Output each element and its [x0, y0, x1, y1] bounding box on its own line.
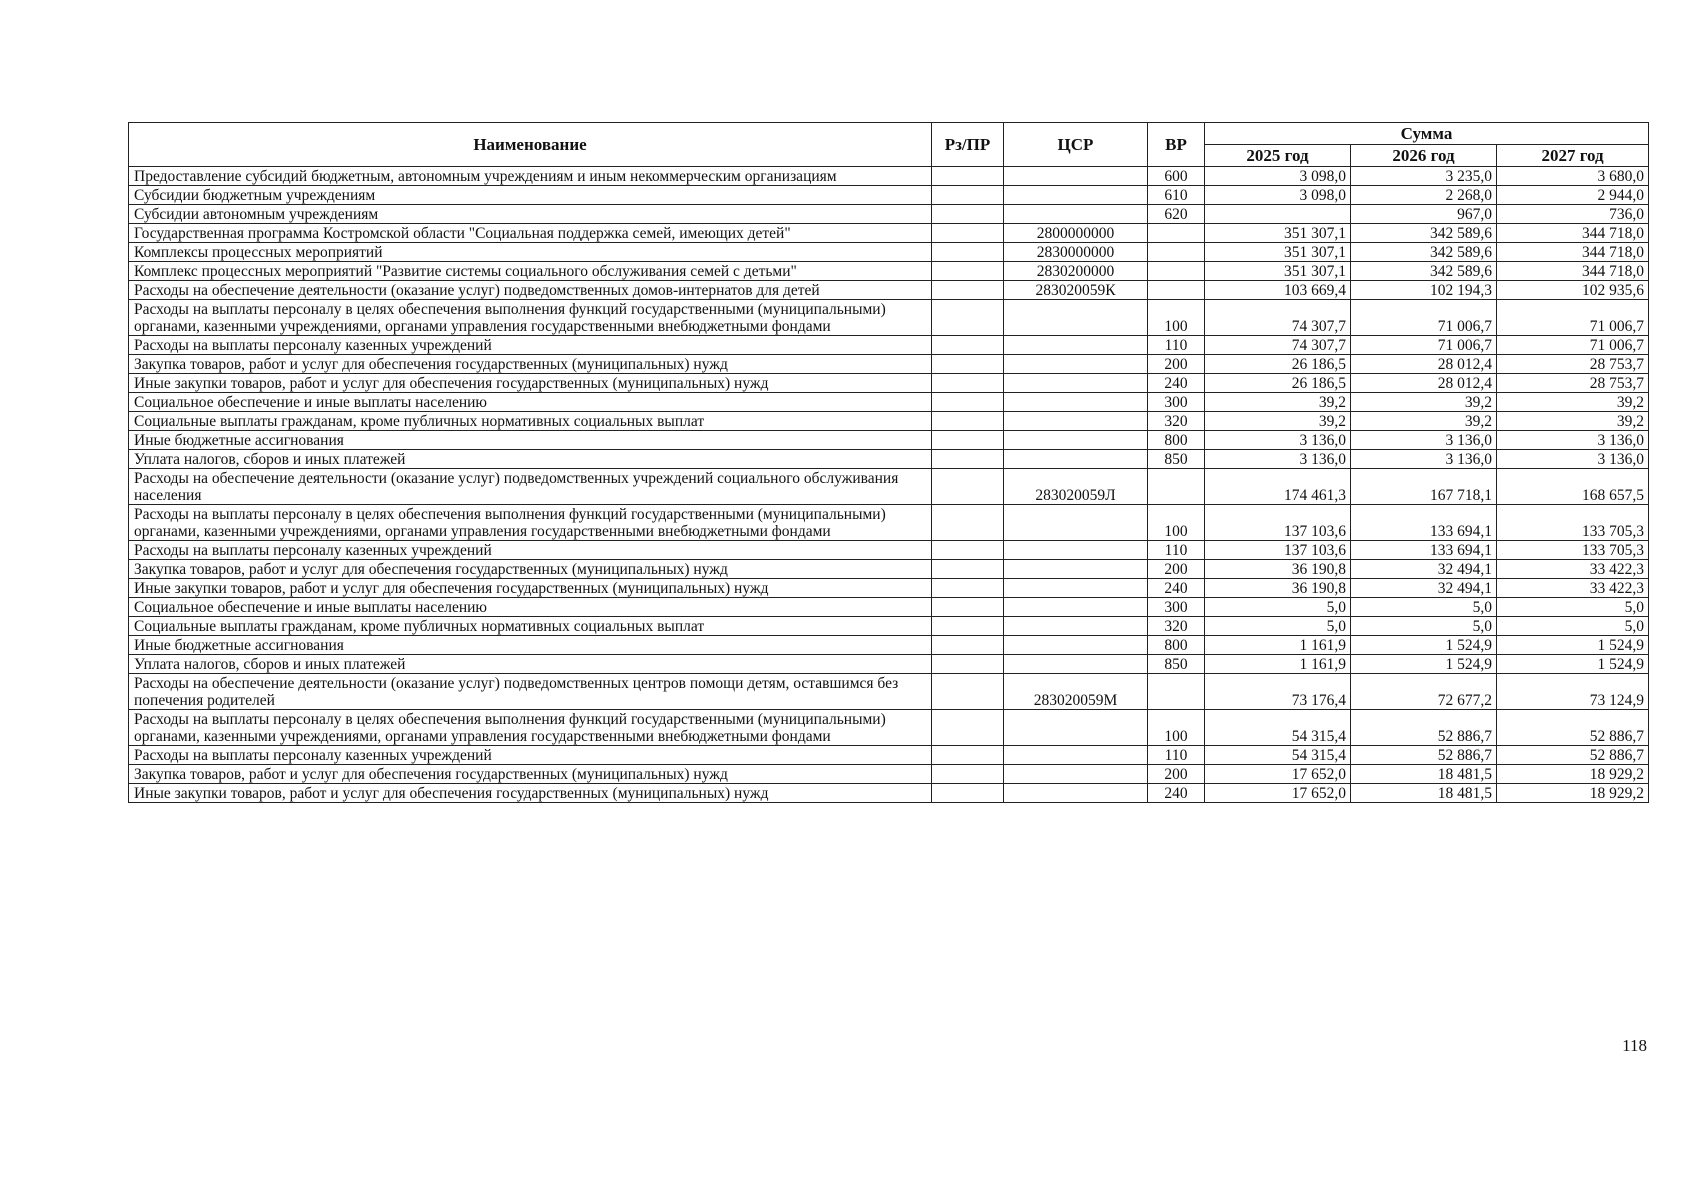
table-row — [129, 374, 1649, 393]
cell-csr — [1004, 710, 1148, 746]
cell-2025: 3 136,0 — [1205, 431, 1351, 450]
cell-name: Иные закупки товаров, работ и услуг для обеспечения государственных (муниципальных) нужд — [129, 374, 932, 393]
cell-rzpr — [932, 262, 1004, 281]
header-row-1 — [129, 123, 1649, 145]
cell-csr — [1004, 431, 1148, 450]
cell-csr: 2830000000 — [1004, 243, 1148, 262]
cell-2027: 102 935,6 — [1497, 281, 1649, 300]
cell-vr: 850 — [1148, 450, 1205, 469]
cell-vr — [1148, 262, 1205, 281]
table-row — [129, 224, 1649, 243]
cell-csr: 283020059М — [1004, 674, 1148, 710]
cell-csr — [1004, 205, 1148, 224]
cell-2026: 2 268,0 — [1351, 186, 1497, 205]
table-row — [129, 412, 1649, 431]
cell-2027: 71 006,7 — [1497, 336, 1649, 355]
cell-2025: 3 136,0 — [1205, 450, 1351, 469]
cell-2026: 1 524,9 — [1351, 655, 1497, 674]
cell-name: Расходы на выплаты персоналу в целях обеспечения выполнения функций государственными (муниципальными) органами, казенными учреждениями, органами управления государственными внебюджетными фондами — [129, 505, 932, 541]
table-row — [129, 281, 1649, 300]
cell-rzpr — [932, 765, 1004, 784]
table-row — [129, 636, 1649, 655]
cell-csr — [1004, 450, 1148, 469]
cell-rzpr — [932, 636, 1004, 655]
table-row — [129, 674, 1649, 710]
header-vr: ВР — [1148, 123, 1205, 167]
cell-rzpr — [932, 355, 1004, 374]
cell-name: Закупка товаров, работ и услуг для обеспечения государственных (муниципальных) нужд — [129, 355, 932, 374]
cell-vr: 100 — [1148, 300, 1205, 336]
cell-vr: 610 — [1148, 186, 1205, 205]
cell-2025: 3 098,0 — [1205, 167, 1351, 186]
table-row — [129, 262, 1649, 281]
cell-2026: 71 006,7 — [1351, 336, 1497, 355]
cell-2027: 71 006,7 — [1497, 300, 1649, 336]
cell-2027: 3 136,0 — [1497, 431, 1649, 450]
table-row — [129, 710, 1649, 746]
page-number: 118 — [1622, 1036, 1647, 1055]
cell-rzpr — [932, 374, 1004, 393]
cell-2025: 74 307,7 — [1205, 300, 1351, 336]
cell-2026: 3 136,0 — [1351, 450, 1497, 469]
cell-name: Расходы на выплаты персоналу в целях обеспечения выполнения функций государственными (муниципальными) органами, казенными учреждениями, органами управления государственными внебюджетными фондами — [129, 710, 932, 746]
cell-name: Расходы на выплаты персоналу казенных учреждений — [129, 541, 932, 560]
cell-vr: 100 — [1148, 505, 1205, 541]
cell-vr — [1148, 469, 1205, 505]
cell-rzpr — [932, 674, 1004, 710]
cell-2026: 32 494,1 — [1351, 560, 1497, 579]
cell-csr — [1004, 541, 1148, 560]
cell-vr — [1148, 281, 1205, 300]
cell-2025: 36 190,8 — [1205, 560, 1351, 579]
cell-2025 — [1205, 205, 1351, 224]
cell-csr — [1004, 579, 1148, 598]
table-row — [129, 205, 1649, 224]
cell-2027: 344 718,0 — [1497, 224, 1649, 243]
cell-vr: 300 — [1148, 393, 1205, 412]
cell-2026: 102 194,3 — [1351, 281, 1497, 300]
cell-2025: 174 461,3 — [1205, 469, 1351, 505]
cell-rzpr — [932, 281, 1004, 300]
cell-name: Субсидии автономным учреждениям — [129, 205, 932, 224]
cell-name: Расходы на обеспечение деятельности (оказание услуг) подведомственных домов-интернатов для детей — [129, 281, 932, 300]
cell-2025: 74 307,7 — [1205, 336, 1351, 355]
cell-2026: 18 481,5 — [1351, 765, 1497, 784]
cell-2026: 71 006,7 — [1351, 300, 1497, 336]
cell-2027: 1 524,9 — [1497, 636, 1649, 655]
cell-vr: 110 — [1148, 541, 1205, 560]
cell-2027: 344 718,0 — [1497, 262, 1649, 281]
cell-2027: 2 944,0 — [1497, 186, 1649, 205]
cell-rzpr — [932, 579, 1004, 598]
cell-2026: 18 481,5 — [1351, 784, 1497, 803]
cell-2025: 1 161,9 — [1205, 655, 1351, 674]
cell-name: Иные бюджетные ассигнования — [129, 431, 932, 450]
table-row — [129, 505, 1649, 541]
table-row — [129, 393, 1649, 412]
cell-2025: 39,2 — [1205, 393, 1351, 412]
cell-2025: 17 652,0 — [1205, 765, 1351, 784]
cell-vr: 200 — [1148, 355, 1205, 374]
cell-name: Социальное обеспечение и иные выплаты населению — [129, 598, 932, 617]
cell-rzpr — [932, 224, 1004, 243]
cell-vr: 620 — [1148, 205, 1205, 224]
cell-vr: 240 — [1148, 579, 1205, 598]
cell-rzpr — [932, 336, 1004, 355]
cell-csr — [1004, 412, 1148, 431]
cell-2027: 39,2 — [1497, 412, 1649, 431]
cell-csr — [1004, 765, 1148, 784]
header-rzpr: Рз/ПР — [932, 123, 1004, 167]
cell-rzpr — [932, 205, 1004, 224]
cell-rzpr — [932, 243, 1004, 262]
cell-2025: 36 190,8 — [1205, 579, 1351, 598]
header-year-2025: 2025 год — [1205, 145, 1351, 167]
cell-2025: 17 652,0 — [1205, 784, 1351, 803]
cell-rzpr — [932, 541, 1004, 560]
cell-csr — [1004, 617, 1148, 636]
cell-rzpr — [932, 167, 1004, 186]
cell-2026: 72 677,2 — [1351, 674, 1497, 710]
cell-2026: 133 694,1 — [1351, 541, 1497, 560]
cell-name: Субсидии бюджетным учреждениям — [129, 186, 932, 205]
cell-name: Иные закупки товаров, работ и услуг для обеспечения государственных (муниципальных) нужд — [129, 579, 932, 598]
cell-csr: 283020059К — [1004, 281, 1148, 300]
cell-vr: 850 — [1148, 655, 1205, 674]
cell-name: Социальные выплаты гражданам, кроме публичных нормативных социальных выплат — [129, 617, 932, 636]
header-year-2026: 2026 год — [1351, 145, 1497, 167]
cell-2027: 18 929,2 — [1497, 765, 1649, 784]
cell-rzpr — [932, 746, 1004, 765]
cell-name: Предоставление субсидий бюджетным, автономным учреждениям и иным некоммерческим организациям — [129, 167, 932, 186]
cell-rzpr — [932, 784, 1004, 803]
cell-rzpr — [932, 560, 1004, 579]
table-row — [129, 186, 1649, 205]
cell-csr — [1004, 167, 1148, 186]
cell-vr: 800 — [1148, 431, 1205, 450]
header-csr: ЦСР — [1004, 123, 1148, 167]
cell-2025: 351 307,1 — [1205, 224, 1351, 243]
cell-2027: 3 680,0 — [1497, 167, 1649, 186]
cell-2027: 18 929,2 — [1497, 784, 1649, 803]
cell-rzpr — [932, 505, 1004, 541]
cell-csr — [1004, 784, 1148, 803]
cell-rzpr — [932, 655, 1004, 674]
cell-name: Социальные выплаты гражданам, кроме публичных нормативных социальных выплат — [129, 412, 932, 431]
cell-2026: 342 589,6 — [1351, 243, 1497, 262]
cell-2025: 137 103,6 — [1205, 541, 1351, 560]
cell-csr — [1004, 746, 1148, 765]
cell-name: Уплата налогов, сборов и иных платежей — [129, 655, 932, 674]
table-row — [129, 469, 1649, 505]
cell-2026: 342 589,6 — [1351, 224, 1497, 243]
budget-table — [128, 122, 1649, 803]
cell-2026: 32 494,1 — [1351, 579, 1497, 598]
cell-rzpr — [932, 469, 1004, 505]
cell-vr: 200 — [1148, 560, 1205, 579]
cell-name: Закупка товаров, работ и услуг для обеспечения государственных (муниципальных) нужд — [129, 765, 932, 784]
table-row — [129, 655, 1649, 674]
cell-2027: 736,0 — [1497, 205, 1649, 224]
cell-2027: 5,0 — [1497, 598, 1649, 617]
table-row — [129, 450, 1649, 469]
cell-name: Социальное обеспечение и иные выплаты населению — [129, 393, 932, 412]
cell-2026: 167 718,1 — [1351, 469, 1497, 505]
cell-2027: 5,0 — [1497, 617, 1649, 636]
cell-2026: 28 012,4 — [1351, 374, 1497, 393]
cell-rzpr — [932, 431, 1004, 450]
table-row — [129, 598, 1649, 617]
cell-2025: 137 103,6 — [1205, 505, 1351, 541]
cell-rzpr — [932, 412, 1004, 431]
cell-2027: 1 524,9 — [1497, 655, 1649, 674]
cell-rzpr — [932, 598, 1004, 617]
table-row — [129, 355, 1649, 374]
cell-2027: 344 718,0 — [1497, 243, 1649, 262]
cell-2027: 33 422,3 — [1497, 560, 1649, 579]
cell-name: Иные закупки товаров, работ и услуг для обеспечения государственных (муниципальных) нужд — [129, 784, 932, 803]
cell-name: Государственная программа Костромской области "Социальная поддержка семей, имеющих детей" — [129, 224, 932, 243]
cell-2026: 5,0 — [1351, 598, 1497, 617]
table-row — [129, 765, 1649, 784]
cell-2026: 52 886,7 — [1351, 746, 1497, 765]
header-sum: Сумма — [1205, 123, 1649, 145]
cell-2027: 3 136,0 — [1497, 450, 1649, 469]
cell-rzpr — [932, 393, 1004, 412]
cell-vr: 800 — [1148, 636, 1205, 655]
cell-csr — [1004, 393, 1148, 412]
cell-2026: 3 235,0 — [1351, 167, 1497, 186]
cell-name: Иные бюджетные ассигнования — [129, 636, 932, 655]
cell-rzpr — [932, 300, 1004, 336]
cell-2026: 5,0 — [1351, 617, 1497, 636]
header-year-2027: 2027 год — [1497, 145, 1649, 167]
cell-rzpr — [932, 617, 1004, 636]
cell-2027: 73 124,9 — [1497, 674, 1649, 710]
cell-rzpr — [932, 710, 1004, 746]
table-row — [129, 746, 1649, 765]
cell-csr — [1004, 636, 1148, 655]
cell-vr: 320 — [1148, 412, 1205, 431]
cell-csr: 2800000000 — [1004, 224, 1148, 243]
cell-2027: 39,2 — [1497, 393, 1649, 412]
cell-name: Расходы на обеспечение деятельности (оказание услуг) подведомственных центров помощи детям, оставшимся без попечения родителей — [129, 674, 932, 710]
cell-rzpr — [932, 450, 1004, 469]
table-row — [129, 560, 1649, 579]
table-row — [129, 336, 1649, 355]
cell-2026: 39,2 — [1351, 393, 1497, 412]
table-body — [129, 167, 1649, 803]
cell-2027: 168 657,5 — [1497, 469, 1649, 505]
cell-vr: 110 — [1148, 746, 1205, 765]
cell-2026: 28 012,4 — [1351, 355, 1497, 374]
cell-csr — [1004, 186, 1148, 205]
cell-2025: 54 315,4 — [1205, 710, 1351, 746]
cell-name: Закупка товаров, работ и услуг для обеспечения государственных (муниципальных) нужд — [129, 560, 932, 579]
cell-name: Расходы на выплаты персоналу казенных учреждений — [129, 746, 932, 765]
cell-2027: 133 705,3 — [1497, 541, 1649, 560]
cell-vr: 600 — [1148, 167, 1205, 186]
table-row — [129, 300, 1649, 336]
cell-csr — [1004, 505, 1148, 541]
cell-name: Расходы на выплаты персоналу в целях обеспечения выполнения функций государственными (муниципальными) органами, казенными учреждениями, органами управления государственными внебюджетными фондами — [129, 300, 932, 336]
cell-name: Уплата налогов, сборов и иных платежей — [129, 450, 932, 469]
table-row — [129, 617, 1649, 636]
cell-vr: 100 — [1148, 710, 1205, 746]
cell-vr — [1148, 674, 1205, 710]
cell-2026: 342 589,6 — [1351, 262, 1497, 281]
table-row — [129, 243, 1649, 262]
cell-2025: 39,2 — [1205, 412, 1351, 431]
cell-name: Расходы на обеспечение деятельности (оказание услуг) подведомственных учреждений социального обслуживания населения — [129, 469, 932, 505]
cell-2025: 5,0 — [1205, 598, 1351, 617]
table-row — [129, 167, 1649, 186]
cell-2026: 133 694,1 — [1351, 505, 1497, 541]
cell-csr — [1004, 655, 1148, 674]
cell-vr: 200 — [1148, 765, 1205, 784]
cell-name: Комплексы процессных мероприятий — [129, 243, 932, 262]
cell-vr: 240 — [1148, 374, 1205, 393]
cell-2025: 5,0 — [1205, 617, 1351, 636]
cell-csr — [1004, 598, 1148, 617]
cell-2027: 33 422,3 — [1497, 579, 1649, 598]
cell-2025: 351 307,1 — [1205, 243, 1351, 262]
cell-2027: 52 886,7 — [1497, 746, 1649, 765]
cell-2026: 39,2 — [1351, 412, 1497, 431]
cell-2025: 54 315,4 — [1205, 746, 1351, 765]
table-row — [129, 784, 1649, 803]
cell-2025: 73 176,4 — [1205, 674, 1351, 710]
table-row — [129, 541, 1649, 560]
cell-2027: 133 705,3 — [1497, 505, 1649, 541]
header-name: Наименование — [129, 123, 932, 167]
cell-vr — [1148, 224, 1205, 243]
cell-csr: 283020059Л — [1004, 469, 1148, 505]
cell-vr: 240 — [1148, 784, 1205, 803]
cell-csr — [1004, 355, 1148, 374]
cell-2025: 103 669,4 — [1205, 281, 1351, 300]
cell-csr — [1004, 300, 1148, 336]
cell-csr: 2830200000 — [1004, 262, 1148, 281]
cell-csr — [1004, 560, 1148, 579]
cell-name: Расходы на выплаты персоналу казенных учреждений — [129, 336, 932, 355]
table-row — [129, 579, 1649, 598]
cell-2027: 28 753,7 — [1497, 355, 1649, 374]
cell-name: Комплекс процессных мероприятий "Развитие системы социального обслуживания семей с детьми" — [129, 262, 932, 281]
cell-2025: 26 186,5 — [1205, 374, 1351, 393]
cell-csr — [1004, 374, 1148, 393]
cell-2027: 28 753,7 — [1497, 374, 1649, 393]
cell-2025: 351 307,1 — [1205, 262, 1351, 281]
cell-rzpr — [932, 186, 1004, 205]
cell-vr: 110 — [1148, 336, 1205, 355]
cell-2026: 3 136,0 — [1351, 431, 1497, 450]
cell-2026: 1 524,9 — [1351, 636, 1497, 655]
cell-2026: 52 886,7 — [1351, 710, 1497, 746]
cell-2026: 967,0 — [1351, 205, 1497, 224]
cell-csr — [1004, 336, 1148, 355]
cell-2025: 3 098,0 — [1205, 186, 1351, 205]
cell-2027: 52 886,7 — [1497, 710, 1649, 746]
cell-2025: 1 161,9 — [1205, 636, 1351, 655]
cell-vr: 320 — [1148, 617, 1205, 636]
table-row — [129, 431, 1649, 450]
cell-vr: 300 — [1148, 598, 1205, 617]
cell-vr — [1148, 243, 1205, 262]
cell-2025: 26 186,5 — [1205, 355, 1351, 374]
